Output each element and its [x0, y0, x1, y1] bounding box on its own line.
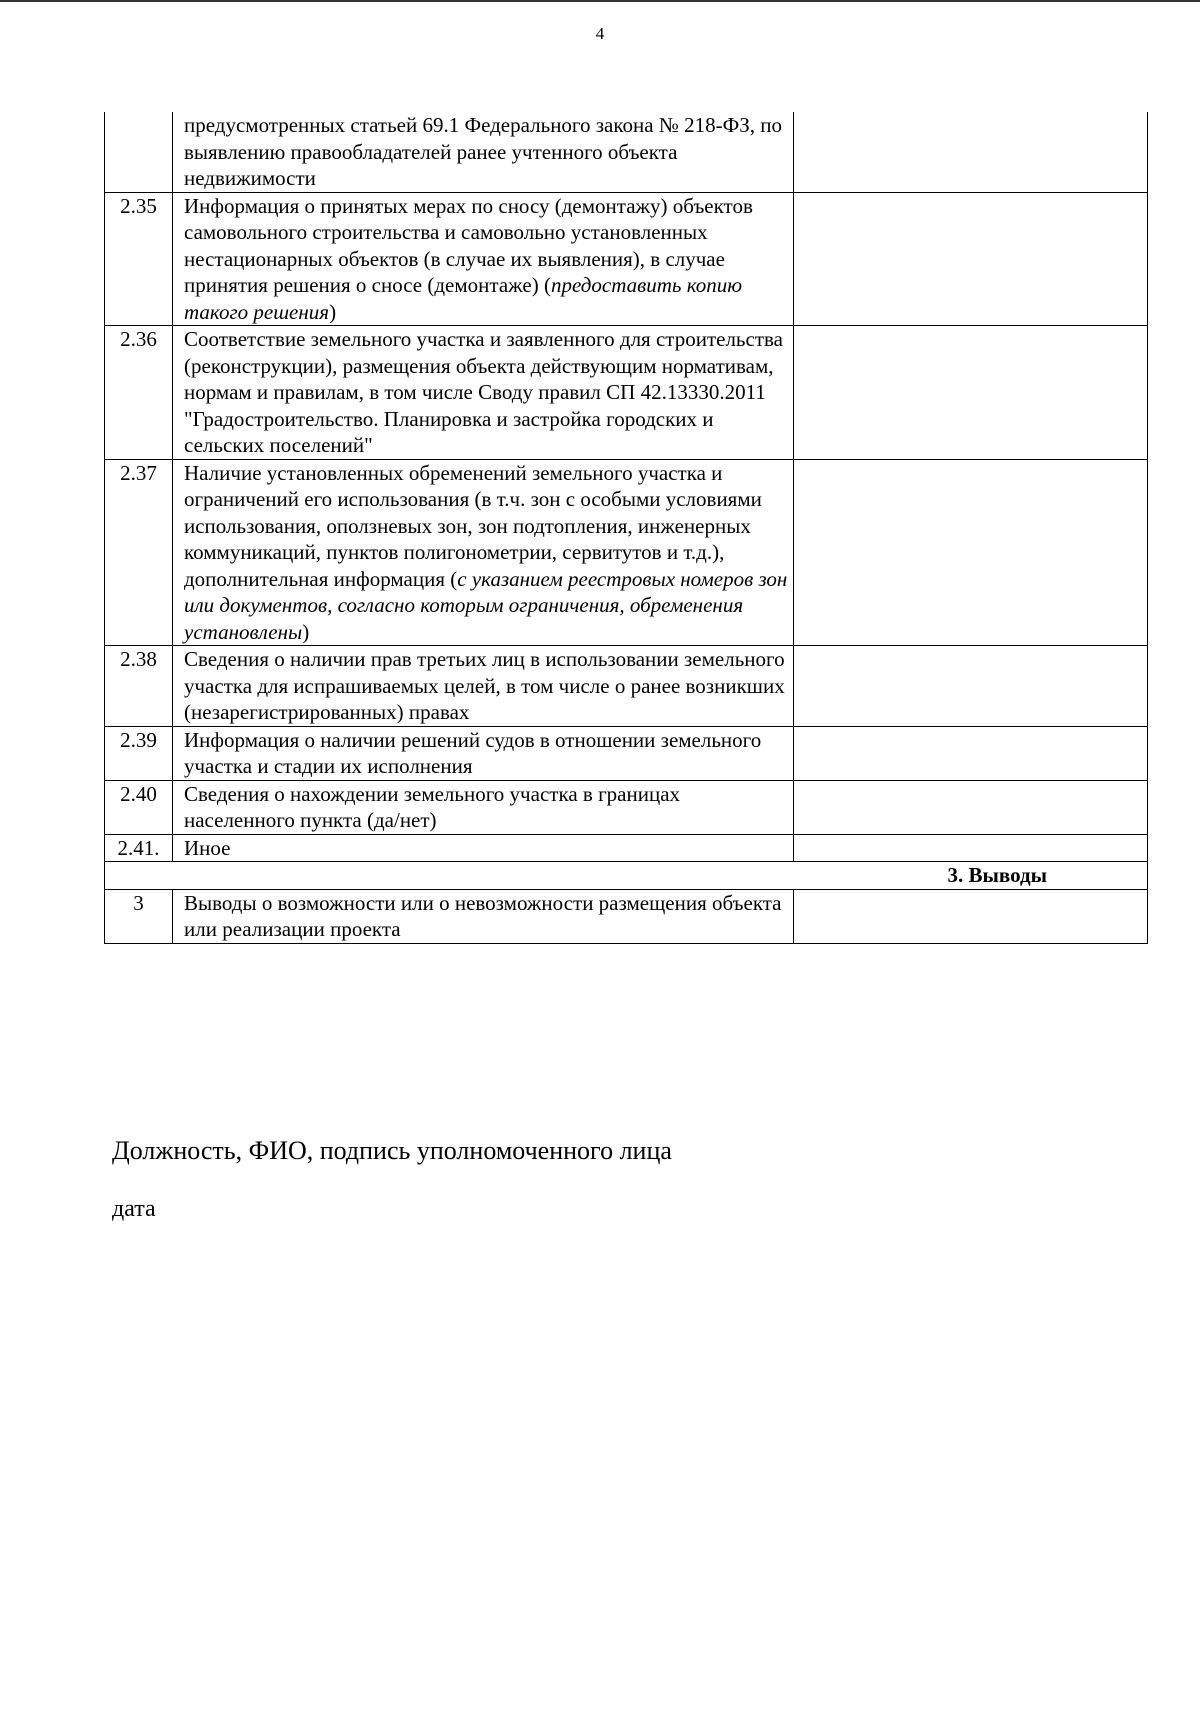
italic-note: с указанием реестровых номеров зон или документов, согласно которым ограничения, обременения установлены [184, 566, 788, 644]
description-text: Наличие установленных обременений земельного участка и ограничений его использования (в т.ч. зон с особыми условиями использования, оползневых зон, зон подтопления, инженерных коммуникаций, пунктов полигонометрии, сервитутов и т.д.), дополнительная информация ( [184, 460, 762, 591]
date-label: дата [112, 1196, 156, 1222]
row-number: 2.39 [105, 726, 173, 780]
description-text: ) [329, 299, 337, 324]
row-number: 2.38 [105, 646, 173, 727]
row-value-cell [794, 889, 1148, 943]
description-text: Сведения о наличии прав третьих лиц в использовании земельного участка для испрашиваемых целей, в том числе о ранее возникших (незарегистрированных) правах [184, 647, 785, 724]
table-row [105, 326, 1148, 460]
row-description [173, 780, 794, 834]
description-text: Информация о принятых мерах по сносу (демонтажу) объектов самовольного строительства и самовольно установленных нестационарных объектов (в случае их выявления), в случае принятия решения о сносе (демонтаже) ( [184, 193, 753, 297]
row-description [173, 112, 794, 192]
row-number: 2.37 [105, 459, 173, 646]
table-row [105, 192, 1148, 326]
table-body [105, 112, 1148, 943]
row-description [173, 834, 794, 862]
row-number [105, 112, 173, 192]
row-number: 2.41. [105, 834, 173, 862]
row-description: Выводы о возможности или о невозможности размещения объекта или реализации проекта [173, 889, 794, 943]
page-number: 4 [595, 24, 605, 43]
description-text: Сведения о нахождении земельного участка в границах населенного пункта (да/нет) [184, 781, 681, 832]
row-value-cell [794, 780, 1148, 834]
description-text: Соответствие земельного участка и заявленного для строительства (реконструкции), размещения объекта действующим нормативам, нормам и правилам, в том числе Своду правил СП 42.13330.2011 "Градостроительство. Планировка и застройка городских и сельских поселений" [184, 327, 783, 457]
table-row-3 [105, 889, 1148, 943]
description-text: предусмотренных статьей 69.1 Федерального закона № 218-ФЗ, по выявлению правообладателей ранее учтенного объекта недвижимости [184, 113, 782, 190]
description-text: Иное [184, 835, 231, 860]
table-row [105, 112, 1148, 192]
table-row [105, 726, 1148, 780]
table-row [105, 459, 1148, 646]
row-number: 3 [105, 889, 173, 943]
row-description [173, 459, 794, 646]
row-value-cell [794, 192, 1148, 326]
row-number: 2.35 [105, 192, 173, 326]
signature-label: Должность, ФИО, подпись уполномоченного лица [112, 1136, 672, 1165]
description-text: ) [302, 619, 310, 644]
row-description [173, 326, 794, 460]
row-value-cell [794, 112, 1148, 192]
row-number: 2.36 [105, 326, 173, 460]
table-row [105, 646, 1148, 727]
table-row [105, 834, 1148, 862]
italic-note: предоставить копию такого решения [184, 273, 743, 324]
scan-edge-line [0, 0, 1200, 2]
description-text: Информация о наличии решений судов в отношении земельного участка и стадии их исполнения [184, 727, 762, 778]
row-value-cell [794, 726, 1148, 780]
row-value-cell [794, 459, 1148, 646]
table-row-section-3 [105, 862, 1148, 890]
row-description [173, 646, 794, 727]
row-number: 2.40 [105, 780, 173, 834]
table-row [105, 780, 1148, 834]
row-description [173, 192, 794, 326]
row-value-cell [794, 646, 1148, 727]
section-3-title: 3. Выводы [105, 862, 1148, 890]
row-value-cell [794, 326, 1148, 460]
document-table [104, 112, 1148, 944]
row-value-cell [794, 834, 1148, 862]
row-description [173, 726, 794, 780]
